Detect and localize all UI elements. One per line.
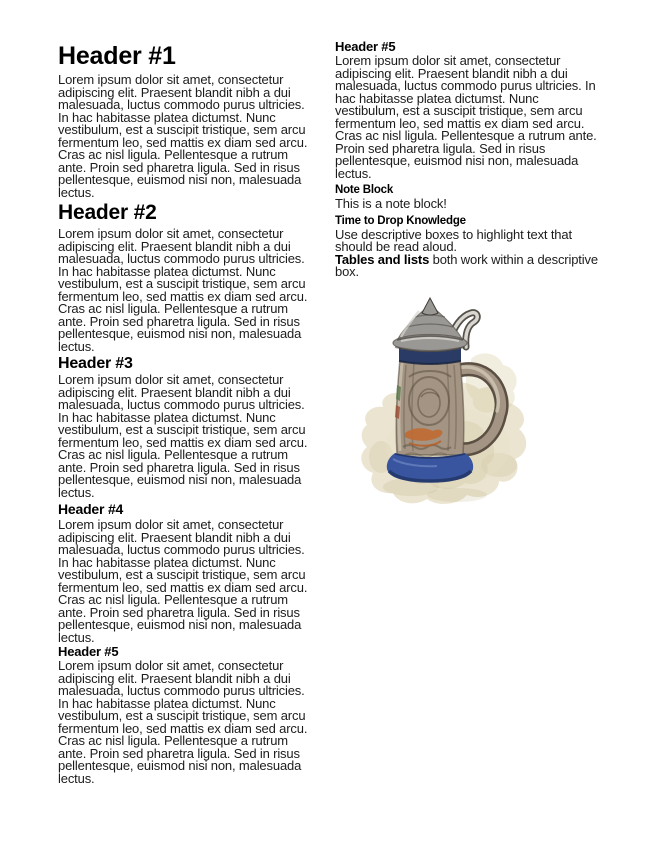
heading-1: Header #1	[58, 42, 176, 70]
stein-base	[387, 453, 473, 482]
knowledge-heading: Time to Drop Knowledge	[335, 214, 466, 227]
paragraph: Lorem ipsum dolor sit amet, consectetur adipiscing elit. Praesent blandit nibh a dui malesuada, luctus commodo purus ultricies. In hac habitasse platea dictumst. Nunc vestibulum, est a suscipit tristique, sem arcu fermentum leo, sed mattis ex diam sed arcu. Cras ac nisl ligula. Pellentesque a rutrum ante. Proin sed pharetra ligula. Sed in risus pellentesque, euismod nisi non, malesuada lectus.	[58, 226, 308, 354]
heading-3: Header #3	[58, 355, 133, 372]
stein-body	[395, 359, 464, 457]
paragraph: Lorem ipsum dolor sit amet, consectetur adipiscing elit. Praesent blandit nibh a dui malesuada, luctus commodo purus ultricies. In hac habitasse platea dictumst. Nunc vestibulum, est a suscipit tristique, sem arcu fermentum leo, sed mattis ex diam sed arcu. Cras ac nisl ligula. Pellentesque a rutrum ante. Proin sed pharetra ligula. Sed in risus pellentesque, euismod nisi non, malesuada lectus.	[58, 72, 308, 200]
paragraph: Lorem ipsum dolor sit amet, consectetur adipiscing elit. Praesent blandit nibh a dui malesuada, luctus commodo purus ultricies. In hac habitasse platea dictumst. Nunc vestibulum, est a suscipit tristique, sem arcu fermentum leo, sed mattis ex diam sed arcu. Cras ac nisl ligula. Pellentesque a rutrum ante. Proin sed pharetra ligula. Sed in risus pellentesque, euismod nisi non, malesuada lectus.	[335, 53, 597, 181]
heading-2: Header #2	[58, 201, 157, 224]
tables-lists-rest: both work within a descriptive box.	[335, 251, 598, 279]
heading-5: Header #5	[58, 644, 119, 659]
beer-stein-image	[353, 297, 533, 509]
lid-finial	[422, 298, 438, 315]
heading-4: Header #4	[58, 501, 124, 517]
paragraph: Lorem ipsum dolor sit amet, consectetur adipiscing elit. Praesent blandit nibh a dui malesuada, luctus commodo purus ultricies. In hac habitasse platea dictumst. Nunc vestibulum, est a suscipit tristique, sem arcu fermentum leo, sed mattis ex diam sed arcu. Cras ac nisl ligula. Pellentesque a rutrum ante. Proin sed pharetra ligula. Sed in risus pellentesque, euismod nisi non, malesuada lectus.	[58, 372, 308, 500]
tables-lists-bold: Tables and lists	[335, 251, 430, 267]
tables-lists-text	[335, 251, 603, 279]
heading-5-right: Header #5	[335, 39, 396, 54]
right-column	[335, 39, 603, 279]
left-column	[58, 43, 316, 785]
paragraph: Lorem ipsum dolor sit amet, consectetur adipiscing elit. Praesent blandit nibh a dui malesuada, luctus commodo purus ultricies. In hac habitasse platea dictumst. Nunc vestibulum, est a suscipit tristique, sem arcu fermentum leo, sed mattis ex diam sed arcu. Cras ac nisl ligula. Pellentesque a rutrum ante. Proin sed pharetra ligula. Sed in risus pellentesque, euismod nisi non, malesuada lectus.	[58, 517, 308, 645]
paragraph: Lorem ipsum dolor sit amet, consectetur adipiscing elit. Praesent blandit nibh a dui malesuada, luctus commodo purus ultricies. In hac habitasse platea dictumst. Nunc vestibulum, est a suscipit tristique, sem arcu fermentum leo, sed mattis ex diam sed arcu. Cras ac nisl ligula. Pellentesque a rutrum ante. Proin sed pharetra ligula. Sed in risus pellentesque, euismod nisi non, malesuada lectus.	[58, 658, 308, 786]
knowledge-text: Use descriptive boxes to highlight text that should be read aloud.	[335, 226, 572, 254]
note-block-heading: Note Block	[335, 184, 394, 196]
note-block-text: This is a note block!	[335, 196, 447, 211]
beer-stein-svg	[353, 297, 533, 509]
